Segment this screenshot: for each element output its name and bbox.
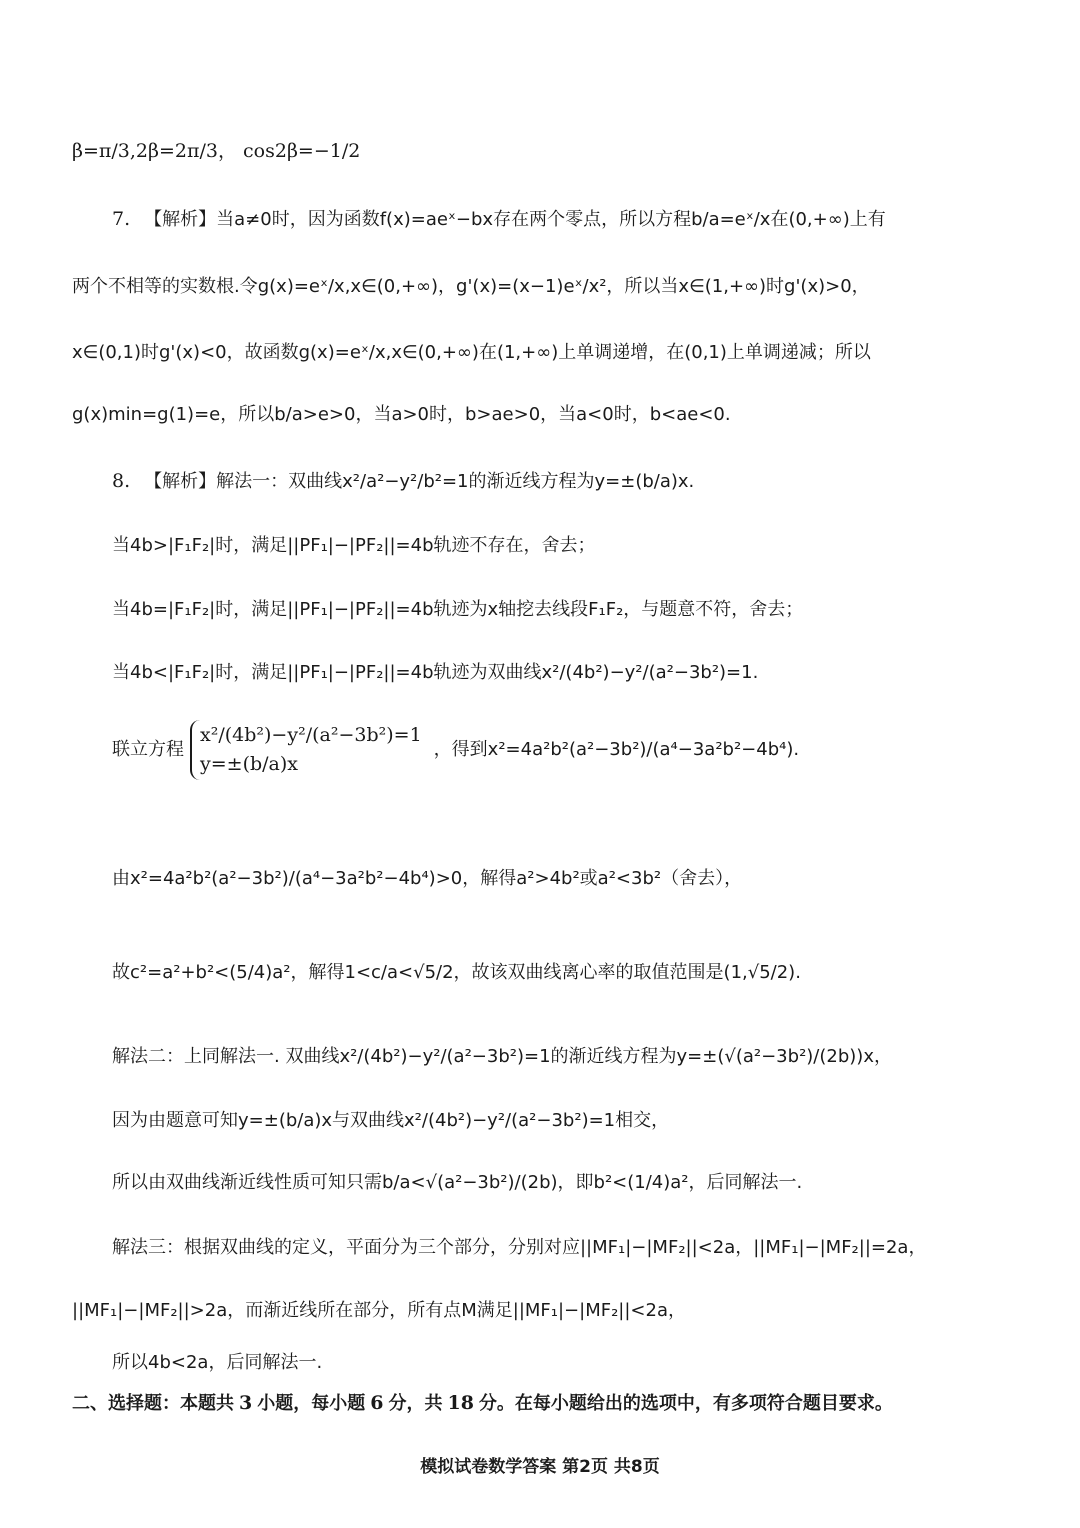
line-method3-cont [72, 1300, 1012, 1322]
section-num-2: 6 [370, 1392, 384, 1414]
line-monotonic [72, 342, 1012, 364]
text-l4: x∈(0,1)时g'(x)<0，故函数g(x)=eˣ/x,x∈(0,+∞)在(1,+∞)上单调递增，在(0,1)上单调递减；所以 [72, 342, 871, 363]
text-l10-post: ，得到x²=4a²b²(a²−3b²)/(a⁴−3a²b²−4b⁴). [433, 739, 800, 760]
section-text-a: 二、选择题：本题共 [72, 1392, 234, 1414]
section-text-b: 小题，每小题 [257, 1392, 366, 1414]
problem-8-label: 8. [112, 470, 131, 492]
text-l7: 当4b>|F₁F₂|时，满足||PF₁|−|PF₂||=4b轨迹不存在，舍去； [112, 535, 596, 556]
line-case2 [112, 599, 1012, 621]
line-case1 [112, 535, 1012, 557]
section-text-d: 分。在每小题给出的选项中，有多项符合题目要求。 [478, 1392, 893, 1414]
line-asymptote-property [112, 1172, 1012, 1194]
text-l2: 当a≠0时，因为函数f(x)=aeˣ−bx存在两个零点，所以方程b/a=eˣ/x在(0,+∞)上有 [216, 208, 886, 230]
text-l1: β=π/3,2β=2π/3， cos2β=−1/2 [72, 140, 361, 162]
text-l10-pre: 联立方程 [112, 739, 184, 760]
system-eq-1: x²/(4b²)−y²/(a²−3b²)=1 [200, 724, 422, 746]
line-conclusion [112, 1352, 1012, 1374]
equation-system [190, 720, 428, 780]
system-eq-2: y=±(b/a)x [200, 752, 299, 775]
line-method3 [112, 1237, 1012, 1259]
text-l12: 故c²=a²+b²<(5/4)a²，解得1<c/a<√5/2，故该双曲线离心率的取值范围是(1,√5/2). [112, 962, 801, 983]
text-l9: 当4b<|F₁F₂|时，满足||PF₁|−|PF₂||=4b轨迹为双曲线x²/(4b²)−y²/(a²−3b²)=1. [112, 662, 759, 683]
section-num-1: 3 [239, 1392, 253, 1414]
analysis-tag: 【解析】 [144, 208, 217, 230]
text-l11: 由x²=4a²b²(a²−3b²)/(a⁴−3a²b²−4b⁴)>0，解得a²>4b²或a²<3b²（舍去）， [112, 868, 743, 889]
line-cos2beta [72, 140, 1012, 163]
line-g-derivative [72, 276, 1012, 298]
text-l17: ||MF₁|−|MF₂||>2a，而渐近线所在部分，所有点M满足||MF₁|−|MF₂||<2a， [72, 1300, 686, 1321]
section-num-3: 18 [447, 1392, 474, 1414]
section-heading [72, 1392, 1012, 1415]
text-l5: g(x)min=g(1)=e，所以b/a>e>0，当a>0时，b>ae>0，当a<0时，b<ae<0. [72, 404, 731, 425]
line-eccentricity [112, 962, 1012, 984]
line-solve-a [112, 868, 1012, 890]
analysis-tag: 【解析】 [144, 470, 217, 492]
text-l14: 因为由题意可知y=±(b/a)x与双曲线x²/(4b²)−y²/(a²−3b²)=1相交， [112, 1110, 670, 1131]
line-gmin [72, 404, 1012, 426]
page-footer: 模拟试卷数学答案 第2页 共8页 [420, 1457, 660, 1477]
text-l6: 解法一：双曲线x²/a²−y²/b²=1的渐近线方程为y=±(b/a)x. [216, 470, 695, 492]
line-method2 [112, 1046, 1012, 1068]
text-l18: 所以4b<2a，后同解法一. [112, 1352, 323, 1373]
line-system [112, 720, 1012, 780]
line-problem8-head [112, 470, 1012, 493]
text-l8: 当4b=|F₁F₂|时，满足||PF₁|−|PF₂||=4b轨迹为x轴挖去线段F₁F₂，与题意不符，舍去； [112, 599, 804, 620]
line-case3 [112, 662, 1012, 684]
text-l3: 两个不相等的实数根.令g(x)=eˣ/x,x∈(0,+∞)，g'(x)=(x−1)eˣ/x²，所以当x∈(1,+∞)时g'(x)>0， [72, 276, 870, 297]
line-intersect [112, 1110, 1012, 1132]
text-l13: 解法二：上同解法一. 双曲线x²/(4b²)−y²/(a²−3b²)=1的渐近线方程为y=±(√(a²−3b²)/(2b))x， [112, 1046, 892, 1067]
line-problem7-head [112, 208, 1012, 231]
text-l15: 所以由双曲线渐近线性质可知只需b/a<√(a²−3b²)/(2b)，即b²<(1/4)a²，后同解法一. [112, 1172, 803, 1193]
problem-7-label: 7. [112, 208, 131, 230]
text-l16: 解法三：根据双曲线的定义，平面分为三个部分，分别对应||MF₁|−|MF₂||<2a，||MF₁|−|MF₂||=2a， [112, 1237, 927, 1258]
section-text-c: 分，共 [388, 1392, 443, 1414]
